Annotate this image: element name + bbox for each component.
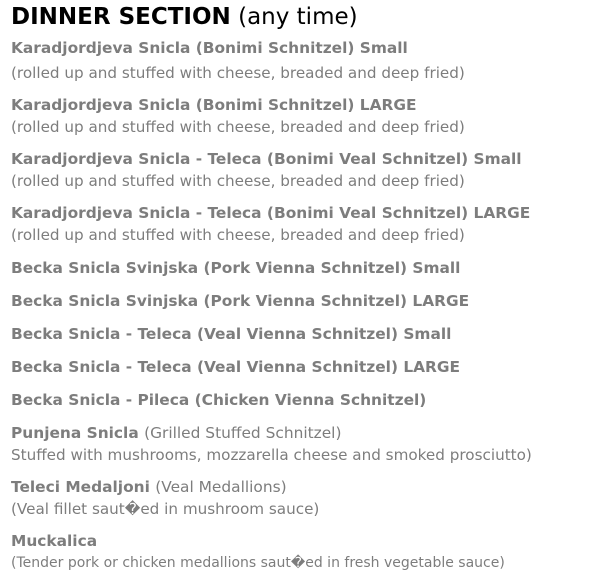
section-title-subtitle: (any time) (238, 4, 358, 30)
menu-item (11, 323, 600, 345)
menu-item-name: Becka Snicla - Teleca (Veal Vienna Schnitzel) Small (11, 325, 452, 343)
menu-item (11, 257, 600, 279)
menu-item-description: (rolled up and stuffed with cheese, breaded and deep fried) (11, 118, 465, 136)
section-title (11, 2, 600, 32)
menu-item-name: Karadjordjeva Snicla - Teleca (Bonimi Veal Schnitzel) Small (11, 150, 522, 168)
menu-item-name: Becka Snicla Svinjska (Pork Vienna Schnitzel) LARGE (11, 292, 470, 310)
menu-item-name: Teleci Medaljoni (11, 478, 150, 496)
menu-item (11, 202, 600, 246)
menu-item-name: Karadjordjeva Snicla - Teleca (Bonimi Veal Schnitzel) LARGE (11, 204, 531, 222)
menu-item (11, 290, 600, 312)
menu-item-name: Becka Snicla - Pileca (Chicken Vienna Schnitzel) (11, 391, 427, 409)
menu-item-name: Punjena Snicla (11, 424, 139, 442)
menu-item-name: Becka Snicla Svinjska (Pork Vienna Schnitzel) Small (11, 259, 461, 277)
menu-item (11, 148, 600, 192)
menu-item (11, 476, 600, 520)
menu-item-description: Stuffed with mushrooms, mozzarella cheese and smoked prosciutto) (11, 446, 532, 464)
menu-page (11, 0, 600, 574)
menu-item-name-line (11, 422, 600, 444)
menu-item (11, 389, 600, 411)
menu-item-name-translation: (Grilled Stuffed Schnitzel) (144, 424, 342, 442)
menu-item (11, 530, 600, 574)
menu-item-description: (rolled up and stuffed with cheese, breaded and deep fried) (11, 226, 465, 244)
menu-item-name-translation: (Veal Medallions) (155, 478, 287, 496)
menu-item (11, 356, 600, 378)
menu-item-name: Muckalica (11, 532, 98, 550)
menu-item-name-line (11, 476, 600, 498)
menu-item-description: (Veal fillet saut�ed in mushroom sauce) (11, 500, 320, 518)
menu-item-name: Karadjordjeva Snicla (Bonimi Schnitzel) LARGE (11, 96, 417, 114)
menu-item-name: Becka Snicla - Teleca (Veal Vienna Schnitzel) LARGE (11, 358, 461, 376)
menu-item (11, 94, 600, 138)
menu-item-description: (rolled up and stuffed with cheese, breaded and deep fried) (11, 172, 465, 190)
menu-item-description: (rolled up and stuffed with cheese, breaded and deep fried) (11, 64, 465, 82)
section-title-main: DINNER SECTION (11, 4, 231, 30)
menu-item (11, 422, 600, 466)
menu-item (11, 37, 600, 84)
menu-item-name: Karadjordjeva Snicla (Bonimi Schnitzel) Small (11, 39, 408, 57)
menu-item-description: (Tender pork or chicken medallions saut�ed in fresh vegetable sauce) (11, 555, 505, 571)
